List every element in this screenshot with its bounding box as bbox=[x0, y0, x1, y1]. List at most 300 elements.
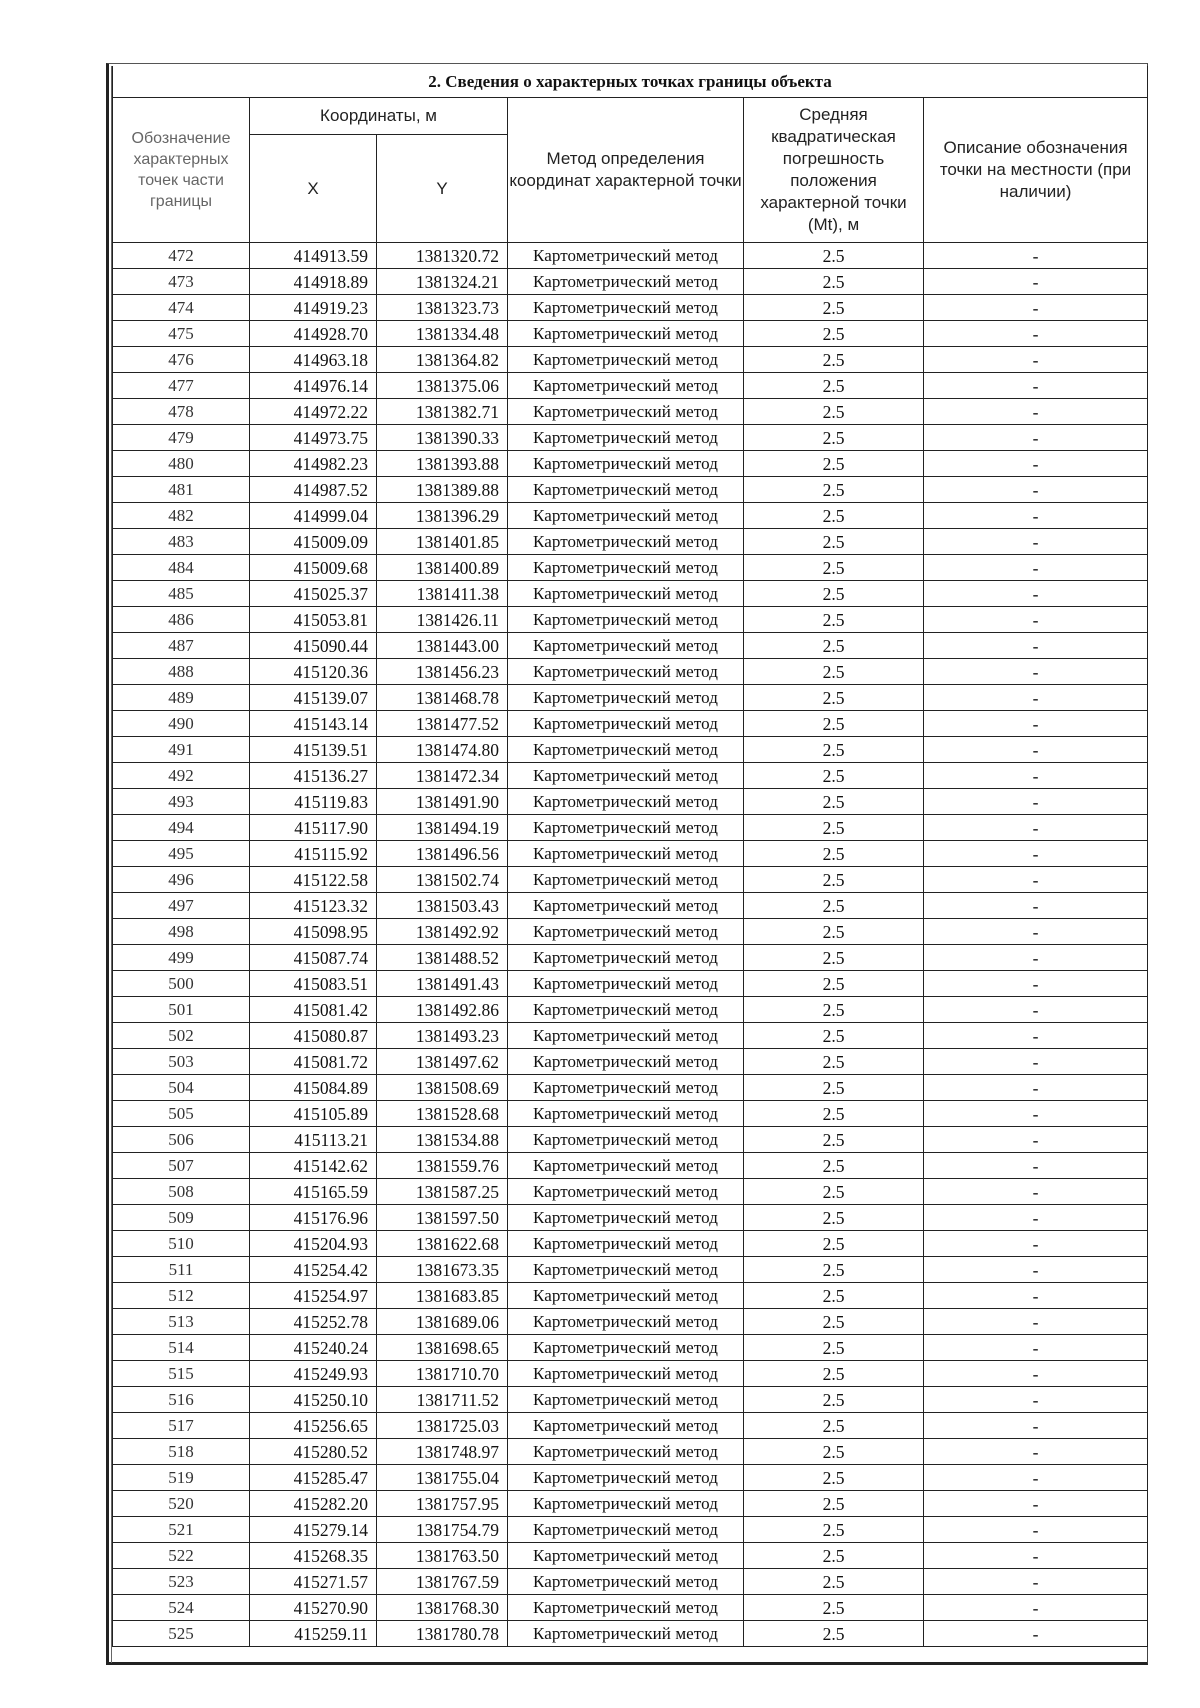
coord-y: 1381496.56 bbox=[377, 841, 508, 867]
description: - bbox=[924, 633, 1148, 659]
description: - bbox=[924, 1465, 1148, 1491]
error-mt: 2.5 bbox=[744, 1439, 924, 1465]
description: - bbox=[924, 243, 1148, 269]
error-mt: 2.5 bbox=[744, 529, 924, 555]
coord-x: 414928.70 bbox=[250, 321, 377, 347]
point-number: 482 bbox=[113, 503, 250, 529]
method: Картометрический метод bbox=[508, 243, 744, 269]
coord-y: 1381497.62 bbox=[377, 1049, 508, 1075]
description: - bbox=[924, 841, 1148, 867]
error-mt: 2.5 bbox=[744, 1569, 924, 1595]
error-mt: 2.5 bbox=[744, 685, 924, 711]
description: - bbox=[924, 1023, 1148, 1049]
method: Картометрический метод bbox=[508, 945, 744, 971]
point-number: 500 bbox=[113, 971, 250, 997]
table-row bbox=[113, 893, 1148, 919]
description: - bbox=[924, 1205, 1148, 1231]
coord-x: 415009.68 bbox=[250, 555, 377, 581]
coord-y: 1381323.73 bbox=[377, 295, 508, 321]
table-row bbox=[113, 269, 1148, 295]
coord-y: 1381389.88 bbox=[377, 477, 508, 503]
method: Картометрический метод bbox=[508, 399, 744, 425]
method: Картометрический метод bbox=[508, 529, 744, 555]
error-mt: 2.5 bbox=[744, 1231, 924, 1257]
table-row bbox=[113, 1257, 1148, 1283]
table-row bbox=[113, 321, 1148, 347]
description: - bbox=[924, 1543, 1148, 1569]
description: - bbox=[924, 789, 1148, 815]
point-number: 497 bbox=[113, 893, 250, 919]
description: - bbox=[924, 1101, 1148, 1127]
error-mt: 2.5 bbox=[744, 1595, 924, 1621]
description: - bbox=[924, 1075, 1148, 1101]
error-mt: 2.5 bbox=[744, 477, 924, 503]
method: Картометрический метод bbox=[508, 1101, 744, 1127]
coord-x: 415009.09 bbox=[250, 529, 377, 555]
table-row bbox=[113, 633, 1148, 659]
method: Картометрический метод bbox=[508, 815, 744, 841]
coord-x: 415176.96 bbox=[250, 1205, 377, 1231]
error-mt: 2.5 bbox=[744, 867, 924, 893]
error-mt: 2.5 bbox=[744, 555, 924, 581]
description: - bbox=[924, 425, 1148, 451]
error-mt: 2.5 bbox=[744, 1205, 924, 1231]
point-number: 524 bbox=[113, 1595, 250, 1621]
point-number: 495 bbox=[113, 841, 250, 867]
description: - bbox=[924, 1231, 1148, 1257]
error-mt: 2.5 bbox=[744, 1127, 924, 1153]
description: - bbox=[924, 971, 1148, 997]
coord-x: 415142.62 bbox=[250, 1153, 377, 1179]
coord-x: 415250.10 bbox=[250, 1387, 377, 1413]
coord-y: 1381468.78 bbox=[377, 685, 508, 711]
method: Картометрический метод bbox=[508, 1153, 744, 1179]
point-number: 478 bbox=[113, 399, 250, 425]
error-mt: 2.5 bbox=[744, 295, 924, 321]
coord-y: 1381334.48 bbox=[377, 321, 508, 347]
table-row bbox=[113, 919, 1148, 945]
point-number: 517 bbox=[113, 1413, 250, 1439]
error-mt: 2.5 bbox=[744, 789, 924, 815]
method: Картометрический метод bbox=[508, 1257, 744, 1283]
description: - bbox=[924, 1439, 1148, 1465]
error-mt: 2.5 bbox=[744, 737, 924, 763]
table-row bbox=[113, 529, 1148, 555]
method: Картометрический метод bbox=[508, 1517, 744, 1543]
coord-x: 414919.23 bbox=[250, 295, 377, 321]
coord-x: 415122.58 bbox=[250, 867, 377, 893]
error-mt: 2.5 bbox=[744, 919, 924, 945]
description: - bbox=[924, 1179, 1148, 1205]
description: - bbox=[924, 1595, 1148, 1621]
coord-x: 415080.87 bbox=[250, 1023, 377, 1049]
point-number: 510 bbox=[113, 1231, 250, 1257]
table-row bbox=[113, 711, 1148, 737]
description: - bbox=[924, 373, 1148, 399]
table-row bbox=[113, 1335, 1148, 1361]
coord-y: 1381534.88 bbox=[377, 1127, 508, 1153]
coord-y: 1381763.50 bbox=[377, 1543, 508, 1569]
description: - bbox=[924, 1413, 1148, 1439]
method: Картометрический метод bbox=[508, 971, 744, 997]
method: Картометрический метод bbox=[508, 373, 744, 399]
method: Картометрический метод bbox=[508, 1621, 744, 1647]
header-coordinates: Координаты, м bbox=[250, 98, 508, 135]
error-mt: 2.5 bbox=[744, 451, 924, 477]
method: Картометрический метод bbox=[508, 1413, 744, 1439]
error-mt: 2.5 bbox=[744, 1309, 924, 1335]
description: - bbox=[924, 1387, 1148, 1413]
coord-y: 1381426.11 bbox=[377, 607, 508, 633]
coord-x: 414982.23 bbox=[250, 451, 377, 477]
table-row bbox=[113, 607, 1148, 633]
point-number: 513 bbox=[113, 1309, 250, 1335]
description: - bbox=[924, 347, 1148, 373]
table-row bbox=[113, 1049, 1148, 1075]
description: - bbox=[924, 477, 1148, 503]
table-row bbox=[113, 1387, 1148, 1413]
table-row bbox=[113, 971, 1148, 997]
coord-x: 415282.20 bbox=[250, 1491, 377, 1517]
method: Картометрический метод bbox=[508, 789, 744, 815]
coord-y: 1381528.68 bbox=[377, 1101, 508, 1127]
coord-x: 415113.21 bbox=[250, 1127, 377, 1153]
coord-x: 414973.75 bbox=[250, 425, 377, 451]
coord-x: 415280.52 bbox=[250, 1439, 377, 1465]
point-number: 520 bbox=[113, 1491, 250, 1517]
table-row bbox=[113, 997, 1148, 1023]
coord-x: 415081.42 bbox=[250, 997, 377, 1023]
point-number: 474 bbox=[113, 295, 250, 321]
coord-x: 415025.37 bbox=[250, 581, 377, 607]
error-mt: 2.5 bbox=[744, 321, 924, 347]
point-number: 512 bbox=[113, 1283, 250, 1309]
table-row bbox=[113, 347, 1148, 373]
coord-y: 1381382.71 bbox=[377, 399, 508, 425]
table-row bbox=[113, 1075, 1148, 1101]
coord-y: 1381725.03 bbox=[377, 1413, 508, 1439]
error-mt: 2.5 bbox=[744, 997, 924, 1023]
coord-y: 1381754.79 bbox=[377, 1517, 508, 1543]
error-mt: 2.5 bbox=[744, 269, 924, 295]
coord-y: 1381390.33 bbox=[377, 425, 508, 451]
point-number: 480 bbox=[113, 451, 250, 477]
point-number: 489 bbox=[113, 685, 250, 711]
point-number: 518 bbox=[113, 1439, 250, 1465]
description: - bbox=[924, 659, 1148, 685]
table-row bbox=[113, 243, 1148, 269]
description: - bbox=[924, 919, 1148, 945]
description: - bbox=[924, 269, 1148, 295]
table-row bbox=[113, 789, 1148, 815]
description: - bbox=[924, 1569, 1148, 1595]
description: - bbox=[924, 711, 1148, 737]
point-number: 490 bbox=[113, 711, 250, 737]
description: - bbox=[924, 1049, 1148, 1075]
coord-y: 1381502.74 bbox=[377, 867, 508, 893]
point-number: 498 bbox=[113, 919, 250, 945]
coord-x: 415098.95 bbox=[250, 919, 377, 945]
description: - bbox=[924, 1127, 1148, 1153]
coord-x: 415090.44 bbox=[250, 633, 377, 659]
header-method: Метод определения координат характерной точки bbox=[508, 98, 744, 243]
coord-y: 1381472.34 bbox=[377, 763, 508, 789]
point-number: 525 bbox=[113, 1621, 250, 1647]
description: - bbox=[924, 321, 1148, 347]
error-mt: 2.5 bbox=[744, 503, 924, 529]
description: - bbox=[924, 529, 1148, 555]
method: Картометрический метод bbox=[508, 1491, 744, 1517]
method: Картометрический метод bbox=[508, 1387, 744, 1413]
coord-y: 1381768.30 bbox=[377, 1595, 508, 1621]
error-mt: 2.5 bbox=[744, 763, 924, 789]
point-number: 504 bbox=[113, 1075, 250, 1101]
point-number: 484 bbox=[113, 555, 250, 581]
coord-y: 1381324.21 bbox=[377, 269, 508, 295]
method: Картометрический метод bbox=[508, 1283, 744, 1309]
error-mt: 2.5 bbox=[744, 1023, 924, 1049]
point-number: 479 bbox=[113, 425, 250, 451]
table-row bbox=[113, 1127, 1148, 1153]
coord-x: 415117.90 bbox=[250, 815, 377, 841]
description: - bbox=[924, 763, 1148, 789]
error-mt: 2.5 bbox=[744, 581, 924, 607]
point-number: 496 bbox=[113, 867, 250, 893]
header-x: X bbox=[250, 135, 377, 243]
point-number: 521 bbox=[113, 1517, 250, 1543]
description: - bbox=[924, 997, 1148, 1023]
method: Картометрический метод bbox=[508, 581, 744, 607]
coord-y: 1381597.50 bbox=[377, 1205, 508, 1231]
point-number: 509 bbox=[113, 1205, 250, 1231]
coord-x: 415084.89 bbox=[250, 1075, 377, 1101]
table-row bbox=[113, 841, 1148, 867]
table-row bbox=[113, 945, 1148, 971]
error-mt: 2.5 bbox=[744, 399, 924, 425]
point-number: 493 bbox=[113, 789, 250, 815]
coord-y: 1381401.85 bbox=[377, 529, 508, 555]
method: Картометрический метод bbox=[508, 1543, 744, 1569]
table-title: 2. Сведения о характерных точках границы объекта bbox=[113, 66, 1148, 98]
coord-y: 1381494.19 bbox=[377, 815, 508, 841]
point-number: 476 bbox=[113, 347, 250, 373]
error-mt: 2.5 bbox=[744, 1361, 924, 1387]
method: Картометрический метод bbox=[508, 841, 744, 867]
coord-x: 415252.78 bbox=[250, 1309, 377, 1335]
method: Картометрический метод bbox=[508, 321, 744, 347]
method: Картометрический метод bbox=[508, 425, 744, 451]
coord-x: 415204.93 bbox=[250, 1231, 377, 1257]
point-number: 486 bbox=[113, 607, 250, 633]
point-number: 499 bbox=[113, 945, 250, 971]
description: - bbox=[924, 451, 1148, 477]
method: Картометрический метод bbox=[508, 607, 744, 633]
coord-x: 414918.89 bbox=[250, 269, 377, 295]
description: - bbox=[924, 555, 1148, 581]
point-number: 472 bbox=[113, 243, 250, 269]
error-mt: 2.5 bbox=[744, 633, 924, 659]
coord-x: 415139.07 bbox=[250, 685, 377, 711]
coord-y: 1381375.06 bbox=[377, 373, 508, 399]
header-error: Средняя квадратическая погрешность положения характерной точки (Mt), м bbox=[744, 98, 924, 243]
coord-y: 1381491.43 bbox=[377, 971, 508, 997]
coord-y: 1381477.52 bbox=[377, 711, 508, 737]
point-number: 514 bbox=[113, 1335, 250, 1361]
coord-x: 415279.14 bbox=[250, 1517, 377, 1543]
point-number: 519 bbox=[113, 1465, 250, 1491]
error-mt: 2.5 bbox=[744, 659, 924, 685]
point-number: 494 bbox=[113, 815, 250, 841]
coord-y: 1381492.86 bbox=[377, 997, 508, 1023]
coord-x: 415254.42 bbox=[250, 1257, 377, 1283]
method: Картометрический метод bbox=[508, 451, 744, 477]
table-row bbox=[113, 1413, 1148, 1439]
method: Картометрический метод bbox=[508, 685, 744, 711]
table-row bbox=[113, 555, 1148, 581]
coord-y: 1381364.82 bbox=[377, 347, 508, 373]
error-mt: 2.5 bbox=[744, 971, 924, 997]
header-y: Y bbox=[377, 135, 508, 243]
table-row bbox=[113, 1023, 1148, 1049]
error-mt: 2.5 bbox=[744, 841, 924, 867]
header-point-designation: Обозначение характерных точек части границы bbox=[113, 98, 250, 243]
error-mt: 2.5 bbox=[744, 1153, 924, 1179]
point-number: 503 bbox=[113, 1049, 250, 1075]
coord-y: 1381508.69 bbox=[377, 1075, 508, 1101]
point-number: 475 bbox=[113, 321, 250, 347]
error-mt: 2.5 bbox=[744, 1335, 924, 1361]
coord-x: 415081.72 bbox=[250, 1049, 377, 1075]
table-row bbox=[113, 1439, 1148, 1465]
error-mt: 2.5 bbox=[744, 1491, 924, 1517]
coord-y: 1381710.70 bbox=[377, 1361, 508, 1387]
method: Картометрический метод bbox=[508, 347, 744, 373]
coord-x: 415271.57 bbox=[250, 1569, 377, 1595]
method: Картометрический метод bbox=[508, 1361, 744, 1387]
description: - bbox=[924, 581, 1148, 607]
coord-y: 1381396.29 bbox=[377, 503, 508, 529]
error-mt: 2.5 bbox=[744, 1075, 924, 1101]
error-mt: 2.5 bbox=[744, 711, 924, 737]
method: Картометрический метод bbox=[508, 1309, 744, 1335]
table-row bbox=[113, 1569, 1148, 1595]
error-mt: 2.5 bbox=[744, 1517, 924, 1543]
method: Картометрический метод bbox=[508, 737, 744, 763]
coord-x: 414987.52 bbox=[250, 477, 377, 503]
coord-y: 1381320.72 bbox=[377, 243, 508, 269]
description: - bbox=[924, 1517, 1148, 1543]
table-row bbox=[113, 815, 1148, 841]
description: - bbox=[924, 1309, 1148, 1335]
coord-x: 414963.18 bbox=[250, 347, 377, 373]
table-row bbox=[113, 1205, 1148, 1231]
coord-y: 1381683.85 bbox=[377, 1283, 508, 1309]
table-row bbox=[113, 1595, 1148, 1621]
method: Картометрический метод bbox=[508, 867, 744, 893]
header-description: Описание обозначения точки на местности (при наличии) bbox=[924, 98, 1148, 243]
method: Картометрический метод bbox=[508, 659, 744, 685]
description: - bbox=[924, 815, 1148, 841]
point-number: 508 bbox=[113, 1179, 250, 1205]
coord-y: 1381443.00 bbox=[377, 633, 508, 659]
coord-x: 415083.51 bbox=[250, 971, 377, 997]
method: Картометрический метод bbox=[508, 893, 744, 919]
error-mt: 2.5 bbox=[744, 243, 924, 269]
method: Картометрический метод bbox=[508, 555, 744, 581]
method: Картометрический метод bbox=[508, 1205, 744, 1231]
table-row bbox=[113, 659, 1148, 685]
coord-y: 1381698.65 bbox=[377, 1335, 508, 1361]
point-number: 487 bbox=[113, 633, 250, 659]
error-mt: 2.5 bbox=[744, 1621, 924, 1647]
method: Картометрический метод bbox=[508, 763, 744, 789]
method: Картометрический метод bbox=[508, 1439, 744, 1465]
point-number: 473 bbox=[113, 269, 250, 295]
table-row bbox=[113, 1179, 1148, 1205]
table-row bbox=[113, 1283, 1148, 1309]
method: Картометрический метод bbox=[508, 997, 744, 1023]
boundary-points-table bbox=[112, 66, 1148, 1647]
table-row bbox=[113, 1491, 1148, 1517]
table-row bbox=[113, 1543, 1148, 1569]
description: - bbox=[924, 1361, 1148, 1387]
method: Картометрический метод bbox=[508, 503, 744, 529]
coord-x: 415136.27 bbox=[250, 763, 377, 789]
point-number: 506 bbox=[113, 1127, 250, 1153]
error-mt: 2.5 bbox=[744, 1387, 924, 1413]
table-row bbox=[113, 1231, 1148, 1257]
table-row bbox=[113, 1309, 1148, 1335]
method: Картометрический метод bbox=[508, 919, 744, 945]
description: - bbox=[924, 1621, 1148, 1647]
coord-x: 415165.59 bbox=[250, 1179, 377, 1205]
table-row bbox=[113, 1153, 1148, 1179]
error-mt: 2.5 bbox=[744, 425, 924, 451]
coord-y: 1381767.59 bbox=[377, 1569, 508, 1595]
error-mt: 2.5 bbox=[744, 1257, 924, 1283]
coord-x: 415143.14 bbox=[250, 711, 377, 737]
coord-y: 1381673.35 bbox=[377, 1257, 508, 1283]
coord-y: 1381622.68 bbox=[377, 1231, 508, 1257]
description: - bbox=[924, 1153, 1148, 1179]
coord-x: 415139.51 bbox=[250, 737, 377, 763]
coord-y: 1381757.95 bbox=[377, 1491, 508, 1517]
table-row bbox=[113, 451, 1148, 477]
coord-x: 415285.47 bbox=[250, 1465, 377, 1491]
point-number: 502 bbox=[113, 1023, 250, 1049]
method: Картометрический метод bbox=[508, 1231, 744, 1257]
method: Картометрический метод bbox=[508, 1595, 744, 1621]
error-mt: 2.5 bbox=[744, 607, 924, 633]
coord-x: 415240.24 bbox=[250, 1335, 377, 1361]
coord-y: 1381689.06 bbox=[377, 1309, 508, 1335]
point-number: 481 bbox=[113, 477, 250, 503]
coord-y: 1381755.04 bbox=[377, 1465, 508, 1491]
point-number: 507 bbox=[113, 1153, 250, 1179]
point-number: 491 bbox=[113, 737, 250, 763]
point-number: 483 bbox=[113, 529, 250, 555]
description: - bbox=[924, 737, 1148, 763]
coord-x: 415115.92 bbox=[250, 841, 377, 867]
coord-y: 1381411.38 bbox=[377, 581, 508, 607]
method: Картометрический метод bbox=[508, 633, 744, 659]
table-row bbox=[113, 1517, 1148, 1543]
coord-y: 1381587.25 bbox=[377, 1179, 508, 1205]
coord-y: 1381493.23 bbox=[377, 1023, 508, 1049]
method: Картометрический метод bbox=[508, 1335, 744, 1361]
method: Картометрический метод bbox=[508, 1569, 744, 1595]
table-row bbox=[113, 477, 1148, 503]
